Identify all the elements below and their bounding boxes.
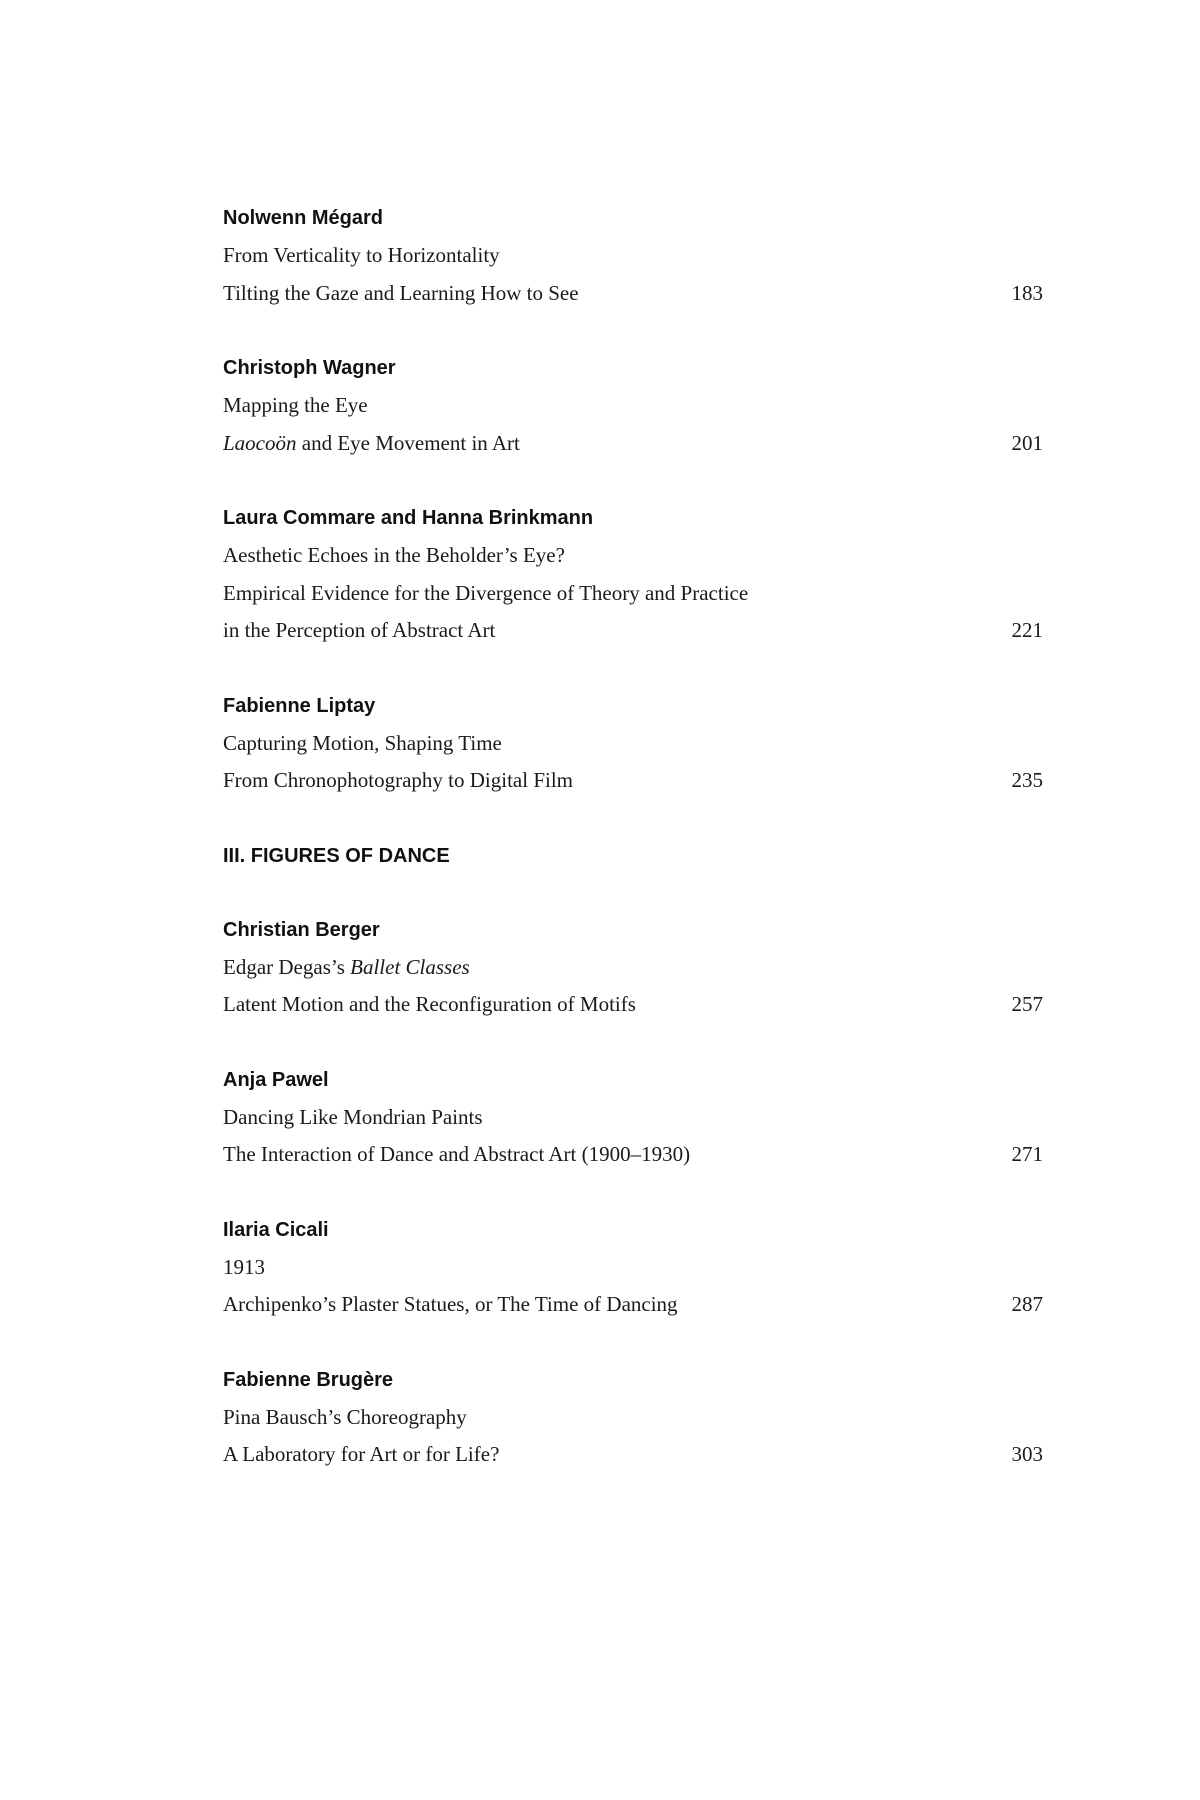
entry-page-number: 257: [1011, 992, 1043, 1016]
entry-subtitle-line: [223, 986, 1043, 1024]
entry-author: Nolwenn Mégard: [223, 207, 384, 229]
toc-entry: [223, 1362, 1043, 1474]
text-span: Tilting the Gaze and Learning How to See: [223, 280, 579, 305]
entry-title: [223, 387, 1043, 425]
entry-page-number: 235: [1011, 768, 1043, 792]
entry-title: [223, 537, 1043, 575]
entry-author: Fabienne Brugère: [223, 1368, 394, 1391]
text-span: Archipenko’s Plaster Statues, or The Time of Dancing: [223, 1292, 678, 1316]
toc-entry: [223, 688, 1043, 800]
toc-entry: [223, 1212, 1043, 1324]
entry-title: [223, 725, 1043, 763]
entry-subtitle-line: [223, 1136, 1043, 1174]
entry-author: Fabienne Liptay: [223, 694, 376, 717]
text-span: Dancing Like Mondrian Paints: [223, 1104, 483, 1129]
entry-subtitle-line: [223, 612, 1043, 650]
entry-author: Anja Pawel: [223, 1068, 329, 1091]
entry-page-number: 271: [1011, 1142, 1043, 1166]
entry-title: [223, 1249, 1043, 1287]
entry-page-number: 221: [1011, 618, 1043, 642]
text-span: From Verticality to Horizontality: [223, 243, 500, 267]
entry-author: Christian Berger: [223, 918, 380, 941]
table-of-contents: [223, 200, 1043, 1512]
entry-page-number: 303: [1011, 1442, 1043, 1466]
text-span: Edgar Degas’s: [223, 954, 351, 979]
entry-title: [223, 949, 1043, 987]
toc-entry: [223, 912, 1043, 1024]
text-span: and Eye Movement in Art: [296, 430, 520, 455]
italic-text: Ballet Classes: [350, 954, 470, 979]
entry-page-number: 201: [1011, 430, 1043, 455]
entry-author: Christoph Wagner: [223, 357, 396, 379]
toc-entry: [223, 1062, 1043, 1174]
text-span: Pina Bausch’s Choreography: [223, 1404, 467, 1429]
toc-entry: [223, 350, 1043, 462]
toc-entry: [223, 500, 1043, 650]
text-span: From Chronophotography to Digital Film: [223, 768, 573, 792]
italic-text: Laocoön: [223, 430, 297, 455]
entry-page-number: 287: [1011, 1292, 1043, 1316]
entries-before-section: [223, 200, 1043, 800]
entries-section: [223, 912, 1043, 1474]
section-title: III. FIGURES OF DANCE: [223, 844, 450, 867]
text-span: The Interaction of Dance and Abstract Art (1900–1930): [223, 1142, 691, 1166]
toc-entry: [223, 200, 1043, 312]
text-span: Mapping the Eye: [223, 393, 368, 417]
entry-page-number: 183: [1011, 280, 1043, 305]
entry-title: [223, 1399, 1043, 1437]
entry-subtitle-line: [223, 275, 1043, 313]
entry-subtitle-line: [223, 1286, 1043, 1324]
text-span: Capturing Motion, Shaping Time: [223, 730, 502, 755]
text-span: A Laboratory for Art or for Life?: [223, 1442, 500, 1466]
entry-author: Laura Commare and Hanna Brinkmann: [223, 507, 594, 529]
text-span: Empirical Evidence for the Divergence of Theory and Practice: [223, 580, 749, 605]
entry-subtitle-line: [223, 762, 1043, 800]
entry-title: [223, 1099, 1043, 1137]
entry-title: [223, 237, 1043, 275]
text-span: Aesthetic Echoes in the Beholder’s Eye?: [223, 543, 565, 567]
text-span: in the Perception of Abstract Art: [223, 618, 496, 642]
entry-subtitle-line: [223, 1436, 1043, 1474]
entry-subtitle-line: [223, 575, 1043, 613]
entry-subtitle-line: [223, 425, 1043, 463]
entry-author: Ilaria Cicali: [223, 1218, 329, 1241]
text-span: Latent Motion and the Reconfiguration of Motifs: [223, 992, 636, 1016]
text-span: 1913: [223, 1254, 265, 1279]
